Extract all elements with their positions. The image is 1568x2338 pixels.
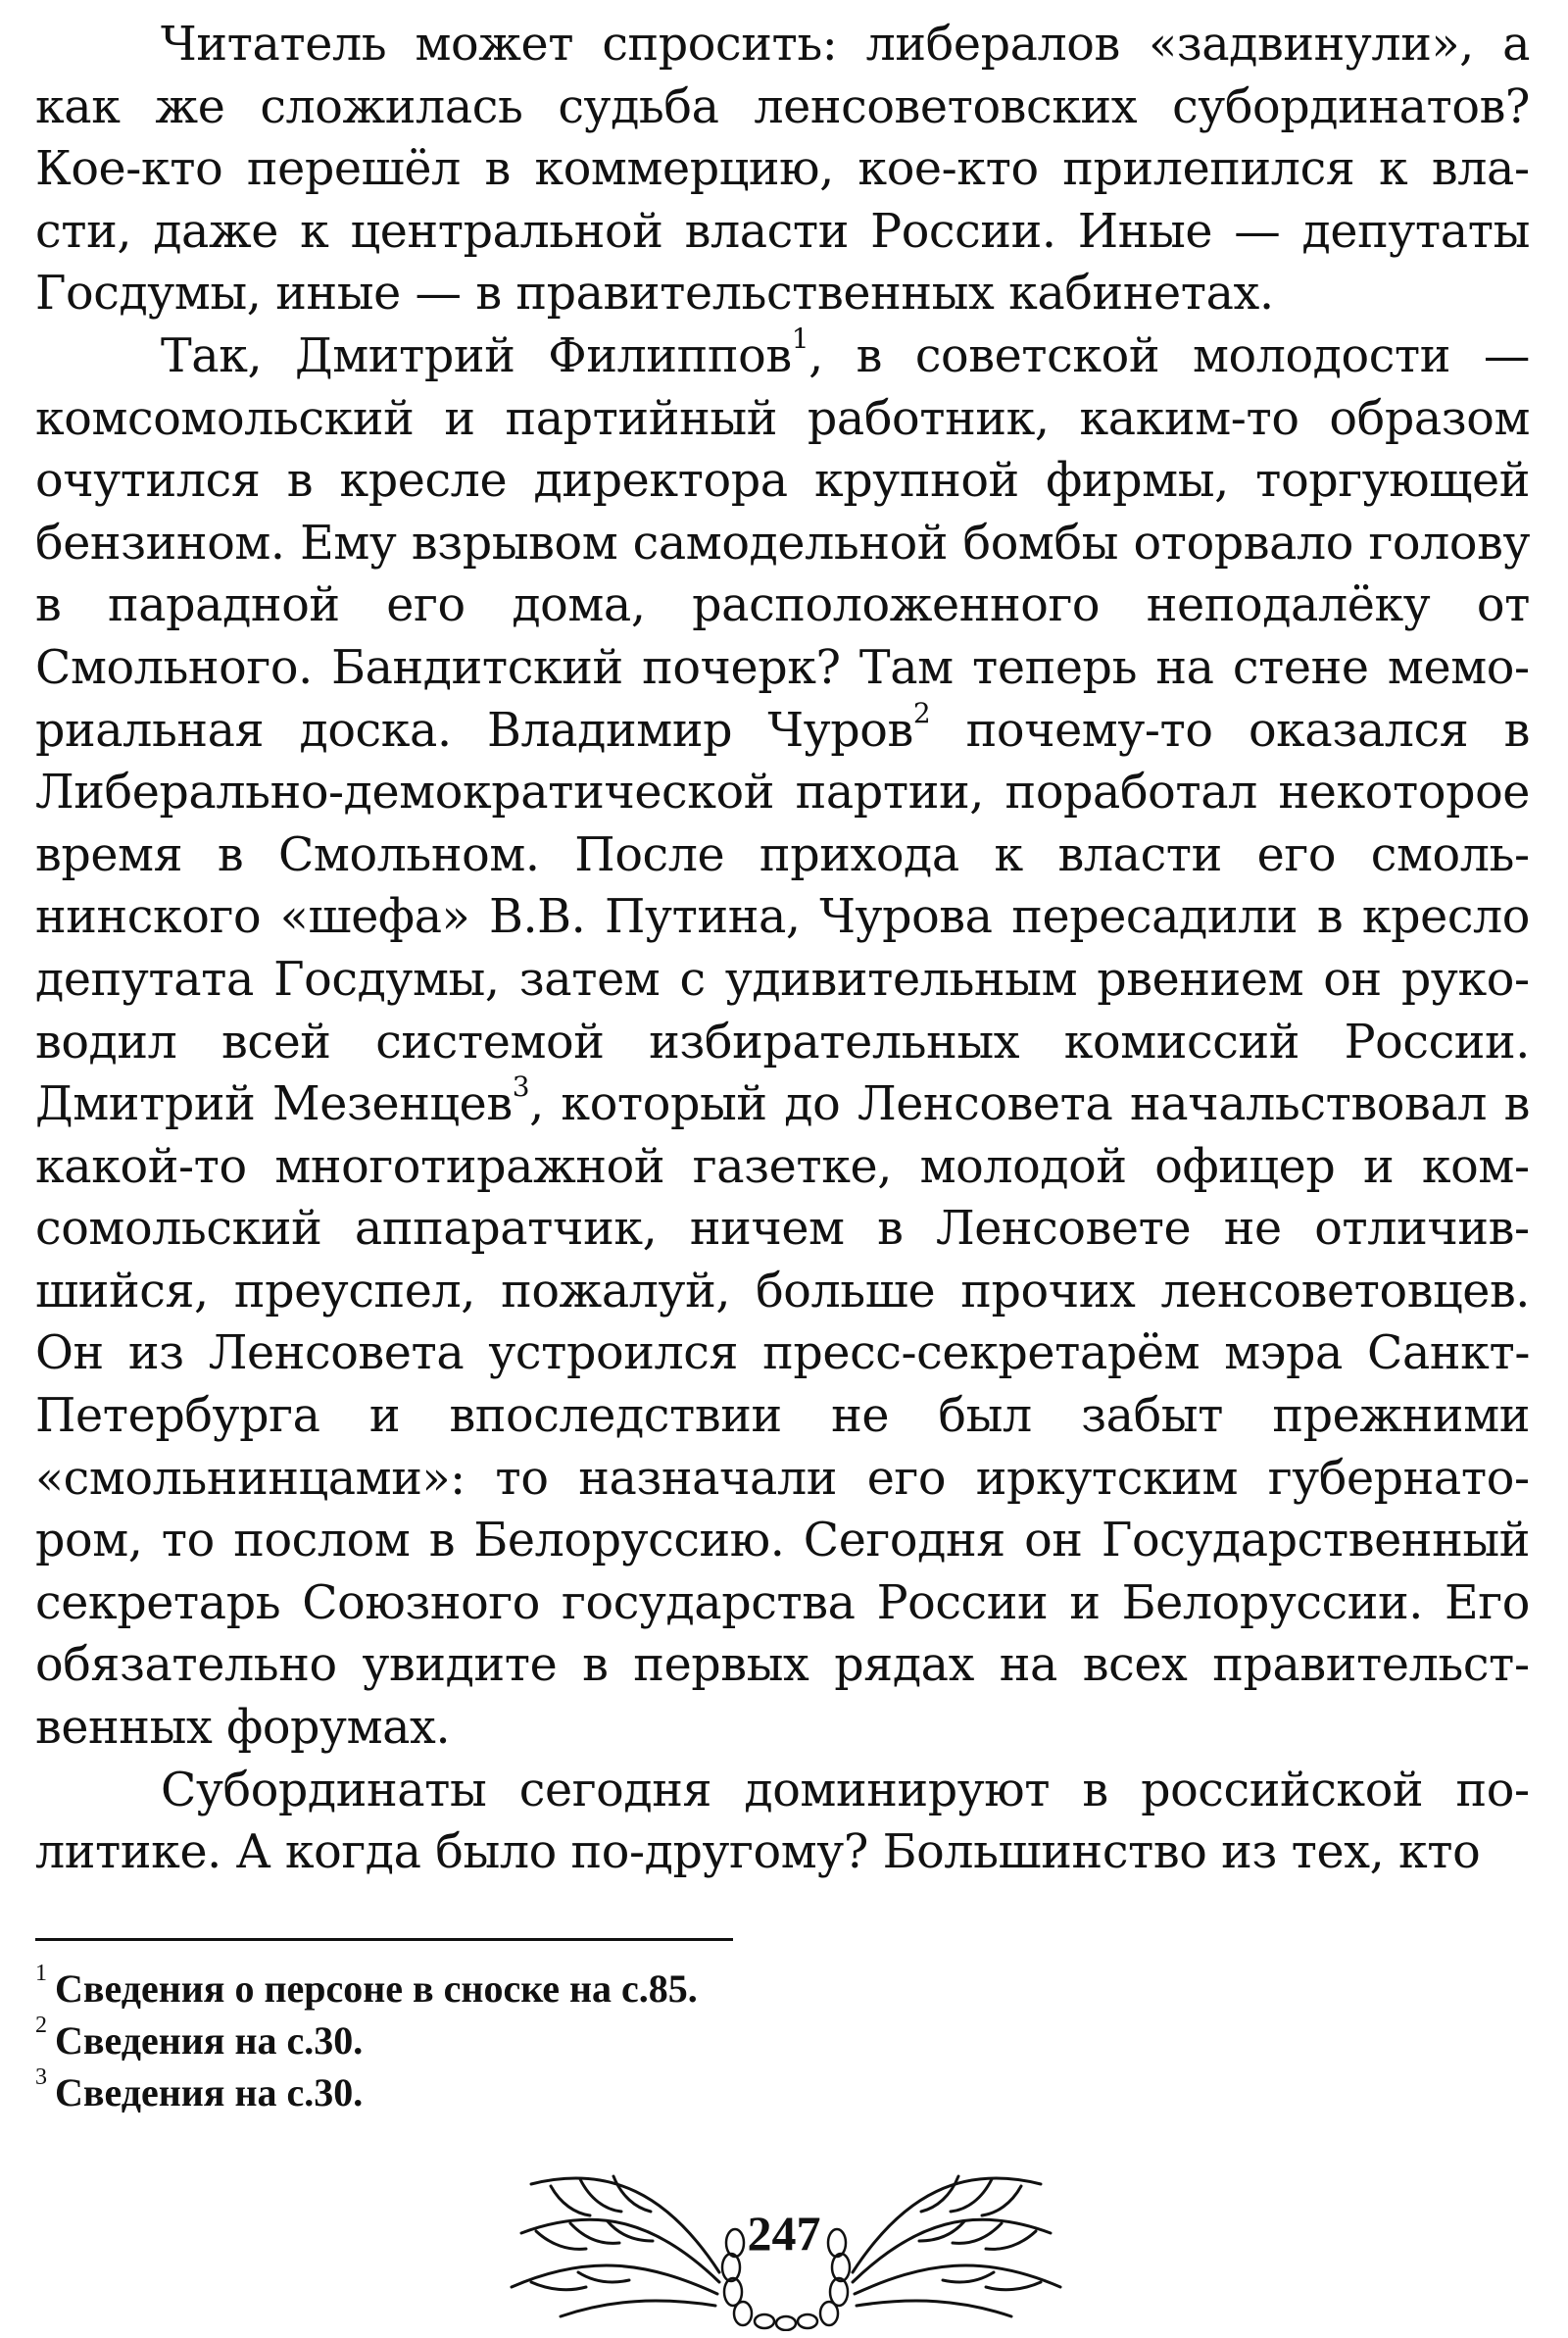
page-number: 247 [747,2206,821,2261]
text-run: Читатель может спросить: либералов «задвинули», а как же сложилась судьба ленсоветовских субординатов? Кое-кто перешёл в коммерцию, кое-кто прилепился к власти, даже к центральной власти России. Иные — депутаты Госдумы, иные — в правительственных кабинетах. [35,18,1530,322]
text-run: , который до Ленсовета начальствовал в какой-то многотиражной газетке, молодой офицер и комсомольский аппаратчик, ничем в Ленсовете не отличившийся, преуспел, пожалуй, больше прочих ленсоветовцев. Он из Ленсовета устроился пресс-секретарём мэра Санкт-Петербурга и впоследствии не был забыт прежними «смольнинцами»: то назначали его иркутским губернатором, то послом в Белоруссию. Сегодня он Государственный секретарь Союзного государства России и Белоруссии. Его обязательно увидите в первых рядах на всех правительственных форумах. [35,1077,1531,1756]
main-text [35,14,1530,1884]
footnote-text: Сведения на с.30. [55,2018,364,2063]
footnote [35,2015,1211,2066]
text-run: , в советской молодости — комсомольский и партийный работник, каким-то образом очутился в кресле директора крупной фирмы, торгующей бензином. Ему взрывом самодельной бомбы оторвало голову в парадной его дома, расположенного неподалёку от Смольного. Бандитский почерк? Там теперь на стене мемориальная доска. Владимир Чуров [35,328,1530,758]
paragraph [35,14,1530,325]
text-run: Субординаты сегодня доминируют в российской политике. А когда было по-другому? Большинство из тех, кто [35,1763,1530,1880]
footnote [35,2066,1211,2118]
paragraph [35,325,1530,1760]
footnote-marker[interactable]: 1 [791,323,809,356]
footnote-number: 2 [35,2013,47,2039]
footnote-separator [35,1938,733,1941]
footnote-marker[interactable]: 3 [512,1070,530,1104]
footnote-text: Сведения о персоне в сноске на с.85. [55,1966,698,2011]
paragraph [35,1760,1530,1884]
footnote-number: 1 [35,1961,47,1987]
footnotes [35,1963,1211,2118]
footnote [35,1963,1211,2015]
footnote-text: Сведения на с.30. [55,2070,364,2114]
text-run: Так, Дмитрий Филиппов [161,328,792,383]
footnote-marker[interactable]: 2 [912,696,931,729]
footnote-number: 3 [35,2064,47,2091]
text-run: почему-то оказался в Либерально-демократической партии, поработал некоторое время в Смольном. После прихода к власти его смольнинского «шефа» В.В. Путина, Чурова пересадили в кресло депутата Госдумы, затем с удивительным рвением он руководил всей системой избирательных комиссий России. Дмитрий Мезенцев [35,703,1530,1132]
